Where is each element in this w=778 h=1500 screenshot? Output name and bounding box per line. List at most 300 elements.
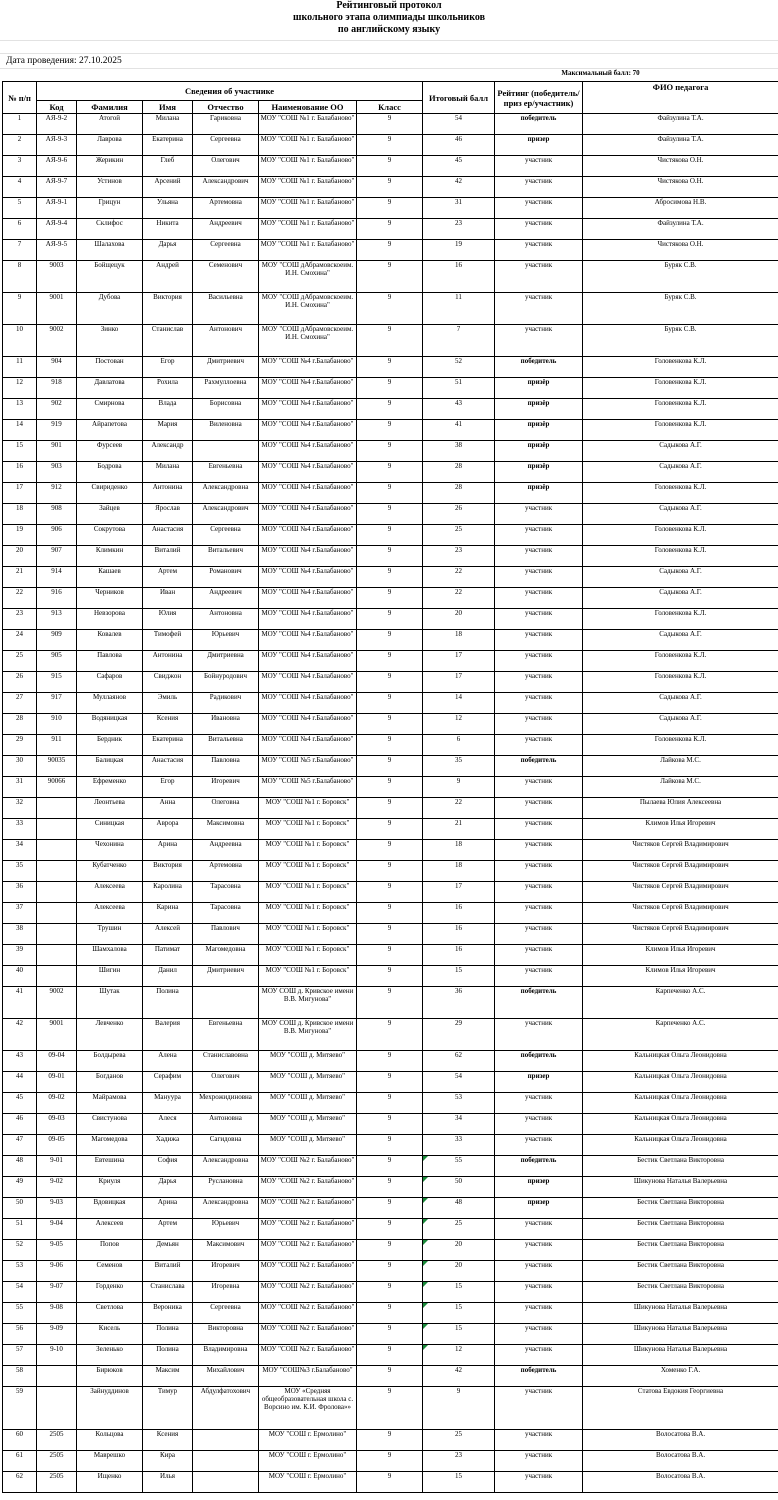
cell-code: 915 bbox=[37, 672, 77, 693]
header-rating: Рейтинг (победитель/приз ер/участник) bbox=[495, 82, 583, 114]
header-grade: Класс bbox=[357, 101, 423, 114]
cell-code: АЯ-9-1 bbox=[37, 198, 77, 219]
cell-num: 39 bbox=[3, 945, 37, 966]
cell-rating: участник bbox=[495, 1114, 583, 1135]
cell-num: 45 bbox=[3, 1093, 37, 1114]
cell-teacher: Кальницкая Ольга Леонидовна bbox=[583, 1135, 778, 1156]
cell-teacher: Головенкова К.Л. bbox=[583, 357, 778, 378]
cell-school: МОУ "СОШ №4 г.Балабаново" bbox=[259, 357, 357, 378]
cell-patronymic: Борисовна bbox=[193, 399, 259, 420]
cell-rating: участник bbox=[495, 588, 583, 609]
cell-num: 3 bbox=[3, 156, 37, 177]
table-row bbox=[3, 1072, 778, 1093]
cell-teacher: Головенкова К.Л. bbox=[583, 609, 778, 630]
cell-patronymic bbox=[193, 441, 259, 462]
cell-teacher: Пылаева Юлия Алексеевна bbox=[583, 798, 778, 819]
cell-surname: Постован bbox=[77, 357, 143, 378]
cell-teacher: Чистякова О.Н. bbox=[583, 240, 778, 261]
header-code: Код bbox=[37, 101, 77, 114]
cell-name: София bbox=[143, 1156, 193, 1177]
cell-surname: Павлова bbox=[77, 651, 143, 672]
cell-surname: Невзорова bbox=[77, 609, 143, 630]
cell-school: МОУ "СОШ №2 г. Балабаново" bbox=[259, 1198, 357, 1219]
cell-name: Патимат bbox=[143, 945, 193, 966]
cell-grade: 9 bbox=[357, 1282, 423, 1303]
cell-rating: участник bbox=[495, 1219, 583, 1240]
cell-teacher: Шикунова Наталья Валерьевна bbox=[583, 1324, 778, 1345]
cell-grade: 9 bbox=[357, 462, 423, 483]
cell-school: МОУ СОШ д. Кривское имени В.В. Мигунова" bbox=[259, 987, 357, 1019]
cell-name: Каролина bbox=[143, 882, 193, 903]
cell-score: 43 bbox=[423, 399, 495, 420]
cell-school: МОУ "СОШ дАбрамовскоеим. И.Н. Смохина" bbox=[259, 293, 357, 325]
cell-score: 25 bbox=[423, 525, 495, 546]
cell-num: 25 bbox=[3, 651, 37, 672]
cell-rating: призер bbox=[495, 135, 583, 156]
cell-code: АЯ-9-5 bbox=[37, 240, 77, 261]
cell-grade: 9 bbox=[357, 441, 423, 462]
cell-patronymic: Викторовна bbox=[193, 1324, 259, 1345]
cell-rating: участник bbox=[495, 567, 583, 588]
cell-teacher: Чистякова О.Н. bbox=[583, 156, 778, 177]
cell-code: 9001 bbox=[37, 293, 77, 325]
cell-num: 27 bbox=[3, 693, 37, 714]
cell-rating: участник bbox=[495, 156, 583, 177]
cell-school: МОУ "СОШ дАбрамовскоеим. И.Н. Смохина" bbox=[259, 325, 357, 357]
cell-patronymic: Юрьевич bbox=[193, 630, 259, 651]
cell-teacher: Садыкова А.Г. bbox=[583, 462, 778, 483]
cell-grade: 9 bbox=[357, 546, 423, 567]
cell-grade: 9 bbox=[357, 177, 423, 198]
cell-patronymic: Абдулфатохович bbox=[193, 1387, 259, 1430]
cell-num: 60 bbox=[3, 1430, 37, 1451]
cell-teacher: Садыкова А.Г. bbox=[583, 714, 778, 735]
cell-num: 40 bbox=[3, 966, 37, 987]
cell-code: 905 bbox=[37, 651, 77, 672]
cell-name: Тимофей bbox=[143, 630, 193, 651]
table-row bbox=[3, 1261, 778, 1282]
cell-code: 914 bbox=[37, 567, 77, 588]
cell-num: 24 bbox=[3, 630, 37, 651]
table-row bbox=[3, 609, 778, 630]
cell-num: 57 bbox=[3, 1345, 37, 1366]
cell-num: 22 bbox=[3, 588, 37, 609]
cell-surname: Сокрутова bbox=[77, 525, 143, 546]
table-row bbox=[3, 1282, 778, 1303]
cell-num: 36 bbox=[3, 882, 37, 903]
cell-grade: 9 bbox=[357, 1051, 423, 1072]
cell-rating: победитель bbox=[495, 1156, 583, 1177]
cell-school: МОУ "СОШ №4 г.Балабаново" bbox=[259, 483, 357, 504]
cell-school: МОУ "СОШ №2 г. Балабаново" bbox=[259, 1303, 357, 1324]
cell-score: 28 bbox=[423, 462, 495, 483]
cell-grade: 9 bbox=[357, 504, 423, 525]
cell-patronymic: Артемовна bbox=[193, 861, 259, 882]
cell-score: 7 bbox=[423, 325, 495, 357]
table-row bbox=[3, 293, 778, 325]
cell-score: 17 bbox=[423, 672, 495, 693]
table-row bbox=[3, 861, 778, 882]
cell-code: 2505 bbox=[37, 1472, 77, 1493]
cell-teacher: Чистяков Сергей Владимирович bbox=[583, 924, 778, 945]
cell-rating: участник bbox=[495, 240, 583, 261]
cell-name: Егор bbox=[143, 777, 193, 798]
cell-code: 2505 bbox=[37, 1451, 77, 1472]
cell-score: 54 bbox=[423, 114, 495, 135]
cell-school: МОУ "СОШ №1 г. Балабаново" bbox=[259, 219, 357, 240]
cell-surname: Ефременко bbox=[77, 777, 143, 798]
cell-name: Полина bbox=[143, 987, 193, 1019]
cell-code bbox=[37, 945, 77, 966]
cell-surname: Трушин bbox=[77, 924, 143, 945]
cell-teacher: Файзулина Т.А. bbox=[583, 114, 778, 135]
cell-surname: Бирюков bbox=[77, 1366, 143, 1387]
cell-rating: победитель bbox=[495, 756, 583, 777]
cell-num: 58 bbox=[3, 1366, 37, 1387]
table-row bbox=[3, 966, 778, 987]
cell-teacher: Буряк С.В. bbox=[583, 293, 778, 325]
cell-num: 21 bbox=[3, 567, 37, 588]
cell-score: 15 bbox=[423, 1282, 495, 1303]
cell-num: 15 bbox=[3, 441, 37, 462]
cell-score: 19 bbox=[423, 240, 495, 261]
cell-patronymic: Александровна bbox=[193, 1156, 259, 1177]
cell-name: Глеб bbox=[143, 156, 193, 177]
cell-surname: Попов bbox=[77, 1240, 143, 1261]
cell-name: Дарья bbox=[143, 1177, 193, 1198]
cell-num: 11 bbox=[3, 357, 37, 378]
cell-name: Свиджон bbox=[143, 672, 193, 693]
title-line-1: Рейтинговый протокол bbox=[336, 0, 442, 11]
cell-score: 16 bbox=[423, 261, 495, 293]
cell-teacher: Чистякова О.Н. bbox=[583, 177, 778, 198]
cell-score: 22 bbox=[423, 588, 495, 609]
cell-name: Арина bbox=[143, 1198, 193, 1219]
cell-surname: Зеленько bbox=[77, 1345, 143, 1366]
cell-teacher: Садыкова А.Г. bbox=[583, 567, 778, 588]
cell-patronymic: Сергеевна bbox=[193, 135, 259, 156]
cell-school: МОУ "СОШ д. Митяево" bbox=[259, 1135, 357, 1156]
cell-score: 18 bbox=[423, 840, 495, 861]
cell-school: МОУ "СОШ №5 г.Балабаново" bbox=[259, 756, 357, 777]
cell-school: МОУ "СОШ №1 г. Балабаново" bbox=[259, 156, 357, 177]
cell-school: МОУ "СОШ г. Ермолино" bbox=[259, 1430, 357, 1451]
cell-code: 09-04 bbox=[37, 1051, 77, 1072]
cell-num: 48 bbox=[3, 1156, 37, 1177]
cell-grade: 9 bbox=[357, 924, 423, 945]
cell-teacher: Головенкова К.Л. bbox=[583, 420, 778, 441]
table-row bbox=[3, 777, 778, 798]
cell-surname: Ковалев bbox=[77, 630, 143, 651]
cell-code: 9-09 bbox=[37, 1324, 77, 1345]
cell-school: МОУ "СОШ №4 г.Балабаново" bbox=[259, 378, 357, 399]
cell-score: 9 bbox=[423, 1387, 495, 1430]
cell-score: 31 bbox=[423, 198, 495, 219]
cell-num: 53 bbox=[3, 1261, 37, 1282]
cell-school: МОУ "СОШ д. Митяево" bbox=[259, 1051, 357, 1072]
cell-score: 22 bbox=[423, 798, 495, 819]
cell-score: 20 bbox=[423, 1261, 495, 1282]
cell-grade: 9 bbox=[357, 588, 423, 609]
cell-school: МОУ "СОШ №2 г. Балабаново" bbox=[259, 1324, 357, 1345]
cell-code: 9002 bbox=[37, 325, 77, 357]
cell-rating: участник bbox=[495, 546, 583, 567]
cell-surname: Свириденко bbox=[77, 483, 143, 504]
cell-code bbox=[37, 1387, 77, 1430]
cell-school: МОУ "СОШ д. Митяево" bbox=[259, 1093, 357, 1114]
cell-name: Ксения bbox=[143, 1430, 193, 1451]
cell-teacher: Чистяков Сергей Владимирович bbox=[583, 882, 778, 903]
cell-rating: победитель bbox=[495, 1051, 583, 1072]
cell-teacher: Статова Евдокия Георгиевна bbox=[583, 1387, 778, 1430]
cell-surname: Свистунова bbox=[77, 1114, 143, 1135]
cell-teacher: Бестик Светлана Викторовна bbox=[583, 1282, 778, 1303]
table-row bbox=[3, 177, 778, 198]
cell-teacher: Головенкова К.Л. bbox=[583, 546, 778, 567]
table-row bbox=[3, 819, 778, 840]
cell-school: МОУ "СОШ №1 г. Боровск" bbox=[259, 861, 357, 882]
cell-name: Алеся bbox=[143, 1114, 193, 1135]
cell-num: 6 bbox=[3, 219, 37, 240]
cell-code: 09-05 bbox=[37, 1135, 77, 1156]
table-row bbox=[3, 1303, 778, 1324]
cell-patronymic: Станиславовна bbox=[193, 1051, 259, 1072]
cell-grade: 9 bbox=[357, 1072, 423, 1093]
cell-teacher: Головенкова К.Л. bbox=[583, 483, 778, 504]
cell-score: 16 bbox=[423, 903, 495, 924]
cell-school: МОУ "СОШ №1 г. Балабаново" bbox=[259, 135, 357, 156]
cell-num: 31 bbox=[3, 777, 37, 798]
cell-surname: Лаврова bbox=[77, 135, 143, 156]
cell-name: Рохила bbox=[143, 378, 193, 399]
cell-patronymic: Андреевич bbox=[193, 219, 259, 240]
cell-score: 16 bbox=[423, 945, 495, 966]
cell-surname: Евтешина bbox=[77, 1156, 143, 1177]
cell-surname: Светлова bbox=[77, 1303, 143, 1324]
cell-rating: участник bbox=[495, 1387, 583, 1430]
cell-patronymic: Ивановна bbox=[193, 714, 259, 735]
cell-num: 54 bbox=[3, 1282, 37, 1303]
cell-patronymic: Тарасовна bbox=[193, 882, 259, 903]
table-row bbox=[3, 525, 778, 546]
cell-name: Антонина bbox=[143, 651, 193, 672]
table-row bbox=[3, 483, 778, 504]
cell-surname: Болдырева bbox=[77, 1051, 143, 1072]
cell-rating: участник bbox=[495, 798, 583, 819]
cell-code: 917 bbox=[37, 693, 77, 714]
cell-name: Ксения bbox=[143, 714, 193, 735]
cell-school: МОУ "СОШ г. Ермолино" bbox=[259, 1472, 357, 1493]
cell-school: МОУ "СОШ №4 г.Балабаново" bbox=[259, 567, 357, 588]
cell-patronymic: Сергеевна bbox=[193, 525, 259, 546]
cell-rating: участник bbox=[495, 630, 583, 651]
cell-grade: 9 bbox=[357, 357, 423, 378]
cell-school: МОУ "СОШ №2 г. Балабаново" bbox=[259, 1261, 357, 1282]
cell-patronymic: Александровна bbox=[193, 1198, 259, 1219]
cell-school: МОУ "СОШ №1 г. Балабаново" bbox=[259, 114, 357, 135]
cell-name: Ярослав bbox=[143, 504, 193, 525]
cell-patronymic: Павлович bbox=[193, 924, 259, 945]
cell-surname: Шамхалова bbox=[77, 945, 143, 966]
table-row bbox=[3, 546, 778, 567]
cell-rating: участник bbox=[495, 177, 583, 198]
cell-school: МОУ "СОШ №1 г. Боровск" bbox=[259, 945, 357, 966]
table-row bbox=[3, 903, 778, 924]
cell-patronymic: Антоновна bbox=[193, 1114, 259, 1135]
cell-patronymic bbox=[193, 1472, 259, 1493]
cell-patronymic: Семенович bbox=[193, 261, 259, 293]
cell-surname: Шалахова bbox=[77, 240, 143, 261]
cell-teacher: Садыкова А.Г. bbox=[583, 588, 778, 609]
cell-school: МОУ "СОШ №4 г.Балабаново" bbox=[259, 609, 357, 630]
table-row bbox=[3, 588, 778, 609]
cell-grade: 9 bbox=[357, 567, 423, 588]
cell-score: 16 bbox=[423, 924, 495, 945]
cell-rating: участник bbox=[495, 1345, 583, 1366]
cell-school: МОУ "СОШ №4 г.Балабаново" bbox=[259, 630, 357, 651]
cell-num: 13 bbox=[3, 399, 37, 420]
cell-rating: участник bbox=[495, 1135, 583, 1156]
cell-code: 913 bbox=[37, 609, 77, 630]
cell-teacher: Хоменко Г.А. bbox=[583, 1366, 778, 1387]
cell-code bbox=[37, 819, 77, 840]
cell-school: МОУ "СОШ д. Митяево" bbox=[259, 1072, 357, 1093]
cell-num: 47 bbox=[3, 1135, 37, 1156]
spacer-cell bbox=[3, 69, 423, 82]
cell-rating: участник bbox=[495, 966, 583, 987]
cell-teacher: Садыкова А.Г. bbox=[583, 504, 778, 525]
cell-grade: 9 bbox=[357, 1219, 423, 1240]
event-date: Дата проведения: 27.10.2025 bbox=[0, 53, 778, 69]
cell-score: 12 bbox=[423, 714, 495, 735]
max-score: Максимальный балл: 70 bbox=[561, 69, 640, 77]
cell-patronymic: Андреевна bbox=[193, 840, 259, 861]
cell-surname: Устинов bbox=[77, 177, 143, 198]
cell-code bbox=[37, 903, 77, 924]
table-row bbox=[3, 1219, 778, 1240]
cell-code: 9-10 bbox=[37, 1345, 77, 1366]
cell-rating: победитель bbox=[495, 1366, 583, 1387]
cell-school: МОУ СОШ д. Кривское имени В.В. Мигунова" bbox=[259, 1019, 357, 1051]
cell-score: 23 bbox=[423, 219, 495, 240]
cell-school: МОУ "СОШ №4 г.Балабаново" bbox=[259, 693, 357, 714]
cell-school: МОУ "СОШ №5 г.Балабаново" bbox=[259, 777, 357, 798]
cell-code: 9-03 bbox=[37, 1198, 77, 1219]
cell-grade: 9 bbox=[357, 1019, 423, 1051]
cell-score: 17 bbox=[423, 651, 495, 672]
cell-surname: Черников bbox=[77, 588, 143, 609]
cell-teacher: Буряк С.В. bbox=[583, 261, 778, 293]
cell-name: Никита bbox=[143, 219, 193, 240]
cell-surname: Шутак bbox=[77, 987, 143, 1019]
cell-rating: участник bbox=[495, 693, 583, 714]
cell-teacher: Чистяков Сергей Владимирович bbox=[583, 861, 778, 882]
table-row bbox=[3, 420, 778, 441]
cell-surname: Ищенко bbox=[77, 1472, 143, 1493]
cell-rating: призёр bbox=[495, 462, 583, 483]
cell-teacher: Садыкова А.Г. bbox=[583, 441, 778, 462]
table-row bbox=[3, 504, 778, 525]
cell-surname: Зинко bbox=[77, 325, 143, 357]
cell-score: 54 bbox=[423, 1072, 495, 1093]
cell-score: 22 bbox=[423, 567, 495, 588]
cell-grade: 9 bbox=[357, 1114, 423, 1135]
cell-code: АЯ-9-4 bbox=[37, 219, 77, 240]
cell-num: 23 bbox=[3, 609, 37, 630]
cell-code: АЯ-9-6 bbox=[37, 156, 77, 177]
cell-surname: Зайнуддинов bbox=[77, 1387, 143, 1430]
cell-name: Кира bbox=[143, 1451, 193, 1472]
cell-teacher: Кальницкая Ольга Леонидовна bbox=[583, 1114, 778, 1135]
cell-name: Юлия bbox=[143, 609, 193, 630]
cell-score: 55 bbox=[423, 1156, 495, 1177]
cell-code: 906 bbox=[37, 525, 77, 546]
cell-num: 61 bbox=[3, 1451, 37, 1472]
cell-name: Станислав bbox=[143, 325, 193, 357]
cell-score: 21 bbox=[423, 819, 495, 840]
cell-patronymic: Руслановна bbox=[193, 1177, 259, 1198]
cell-code bbox=[37, 924, 77, 945]
cell-code: 9002 bbox=[37, 987, 77, 1019]
cell-patronymic: Витальевна bbox=[193, 735, 259, 756]
cell-grade: 9 bbox=[357, 261, 423, 293]
cell-school: МОУ "СОШ №1 г. Боровск" bbox=[259, 882, 357, 903]
table-row bbox=[3, 945, 778, 966]
cell-score: 38 bbox=[423, 441, 495, 462]
cell-code: 909 bbox=[37, 630, 77, 651]
cell-num: 2 bbox=[3, 135, 37, 156]
cell-patronymic: Мехрожидиновна bbox=[193, 1093, 259, 1114]
table-row bbox=[3, 987, 778, 1019]
cell-code bbox=[37, 861, 77, 882]
cell-name: Мануура bbox=[143, 1093, 193, 1114]
cell-score: 23 bbox=[423, 546, 495, 567]
cell-surname: Бердник bbox=[77, 735, 143, 756]
cell-teacher: Карпеченко А.С. bbox=[583, 1019, 778, 1051]
cell-name: Полина bbox=[143, 1345, 193, 1366]
cell-rating: участник bbox=[495, 1093, 583, 1114]
cell-name: Андрей bbox=[143, 261, 193, 293]
cell-teacher: Лайкова М.С. bbox=[583, 756, 778, 777]
cell-name: Полина bbox=[143, 1324, 193, 1345]
cell-rating: участник bbox=[495, 198, 583, 219]
table-row bbox=[3, 399, 778, 420]
cell-score: 26 bbox=[423, 504, 495, 525]
cell-name: Артем bbox=[143, 567, 193, 588]
cell-rating: участник bbox=[495, 819, 583, 840]
cell-name: Алена bbox=[143, 1051, 193, 1072]
cell-teacher: Головенкова К.Л. bbox=[583, 525, 778, 546]
cell-teacher: Файзулина Т.А. bbox=[583, 135, 778, 156]
cell-name: Артем bbox=[143, 1219, 193, 1240]
header-school: Наименование ОО bbox=[259, 101, 357, 114]
cell-school: МОУ "СОШ №4 г.Балабаново" bbox=[259, 588, 357, 609]
cell-grade: 9 bbox=[357, 1240, 423, 1261]
cell-score: 18 bbox=[423, 861, 495, 882]
cell-score: 20 bbox=[423, 609, 495, 630]
cell-num: 16 bbox=[3, 462, 37, 483]
cell-teacher: Волосатова В.А. bbox=[583, 1430, 778, 1451]
cell-code: 90066 bbox=[37, 777, 77, 798]
cell-patronymic: Олегович bbox=[193, 156, 259, 177]
cell-code: АЯ-9-3 bbox=[37, 135, 77, 156]
cell-surname: Муллаянов bbox=[77, 693, 143, 714]
cell-name: Илья bbox=[143, 1472, 193, 1493]
cell-score: 20 bbox=[423, 1240, 495, 1261]
cell-teacher: Головенкова К.Л. bbox=[583, 651, 778, 672]
table-row bbox=[3, 219, 778, 240]
cell-rating: участник bbox=[495, 861, 583, 882]
